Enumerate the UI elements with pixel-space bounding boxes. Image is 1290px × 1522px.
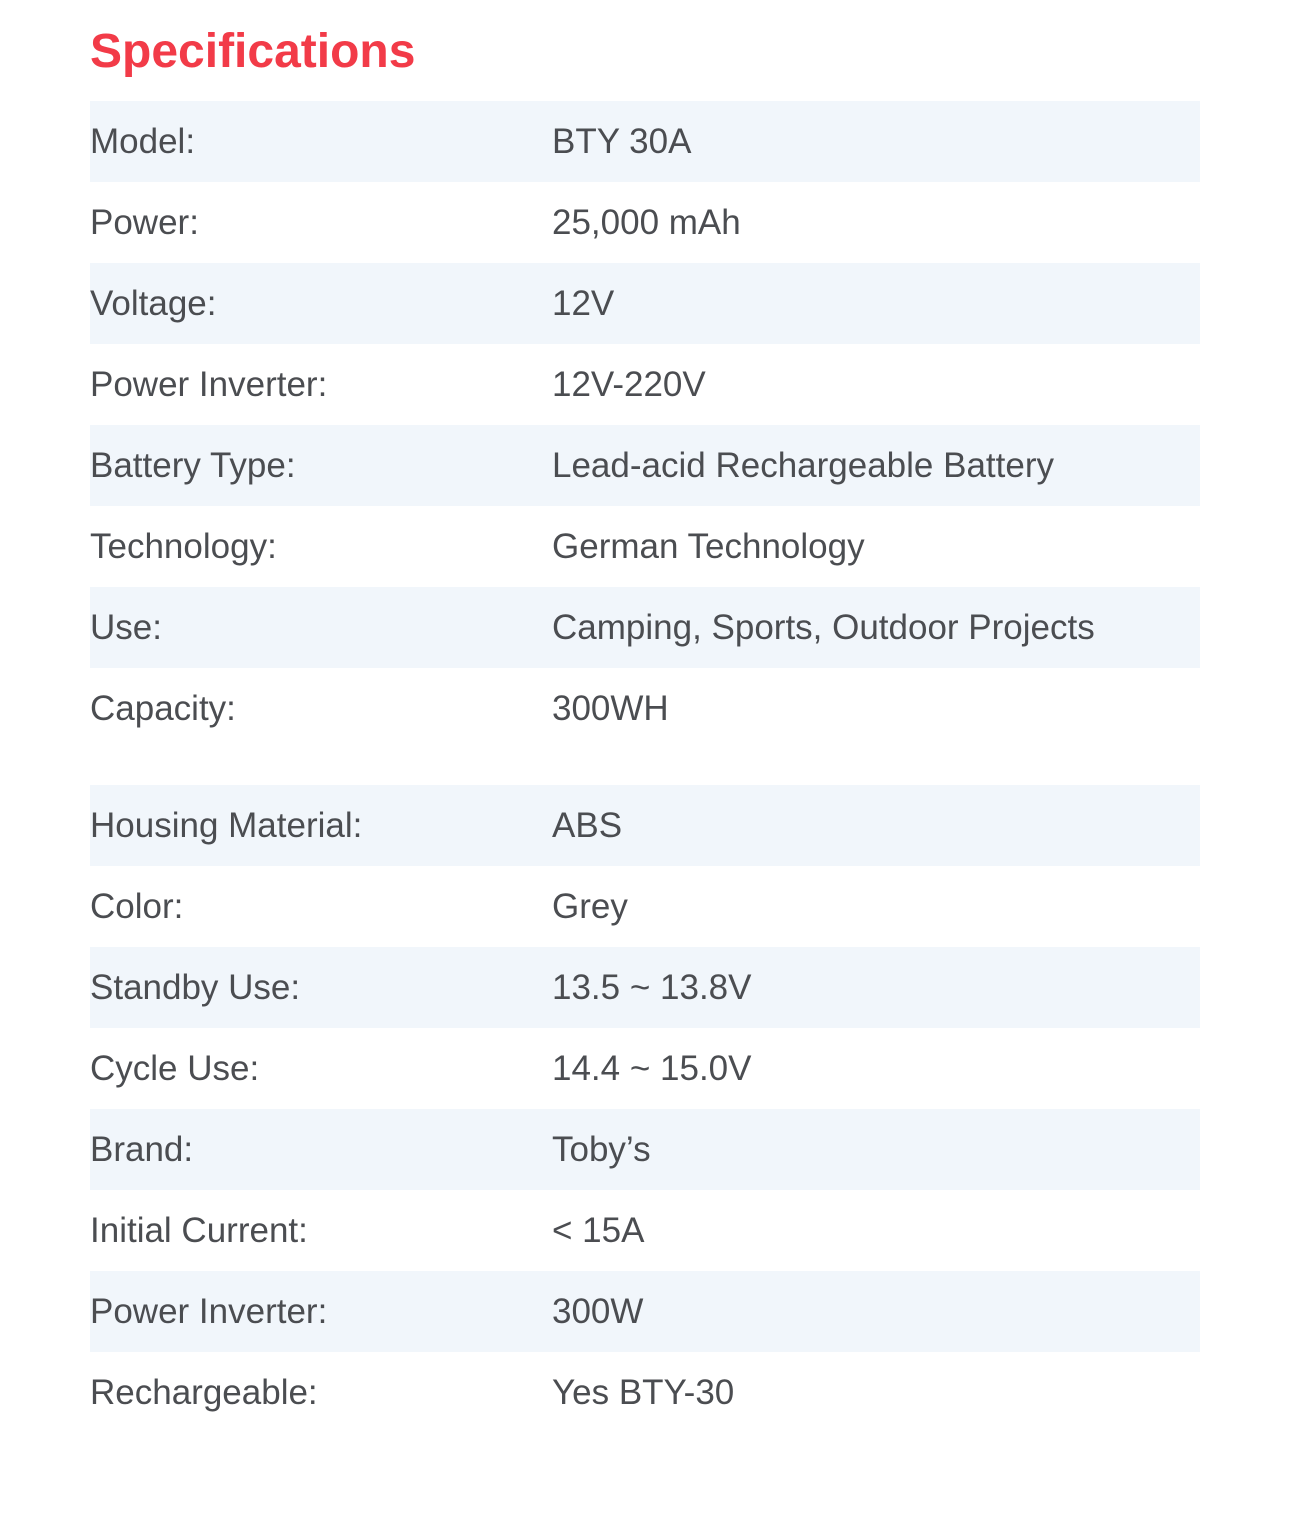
spec-label: Battery Type: [90,445,296,485]
table-row [90,101,1200,182]
spec-label: Model: [90,121,196,161]
spec-value: < 15A [552,1210,645,1250]
spec-table-secondary [90,785,1200,1433]
spec-label: Initial Current: [90,1210,308,1250]
spec-label: Cycle Use: [90,1048,260,1088]
spec-label: Voltage: [90,283,217,323]
spec-label: Use: [90,607,162,647]
spec-label: Rechargeable: [90,1372,318,1412]
table-row [90,587,1200,668]
spec-label: Power: [90,202,199,242]
spec-value: ABS [552,805,623,845]
table-row [90,506,1200,587]
table-row [90,425,1200,506]
spec-value: 12V [552,283,615,323]
table-row [90,263,1200,344]
spec-table-primary [90,101,1200,749]
spec-value: Grey [552,886,628,926]
table-row [90,1352,1200,1433]
spec-label: Capacity: [90,688,236,728]
table-row [90,1190,1200,1271]
table-row [90,182,1200,263]
spec-value: BTY 30A [552,121,692,161]
table-row [90,785,1200,866]
table-row [90,668,1200,749]
spec-label: Standby Use: [90,967,301,1007]
spec-value: 12V-220V [552,364,706,404]
spec-label: Brand: [90,1129,194,1169]
spec-value: 25,000 mAh [552,202,741,242]
page-title: Specifications [90,25,416,78]
table-row [90,866,1200,947]
spec-label: Technology: [90,526,277,566]
table-row [90,947,1200,1028]
table-row [90,1271,1200,1352]
spec-label: Color: [90,886,184,926]
spec-value: 13.5 ~ 13.8V [552,967,752,1007]
spec-label: Power Inverter: [90,1291,328,1331]
spec-value: German Technology [552,526,865,566]
spec-value: Yes BTY-30 [552,1372,735,1412]
table-row [90,344,1200,425]
spec-label: Power Inverter: [90,364,328,404]
spec-value: Toby’s [552,1129,651,1169]
table-row [90,1028,1200,1109]
spec-value: 300W [552,1291,644,1331]
spec-value: Lead-acid Rechargeable Battery [552,445,1054,485]
spec-label: Housing Material: [90,805,363,845]
spec-value: 300WH [552,688,669,728]
spec-value: Camping, Sports, Outdoor Projects [552,607,1095,647]
spec-value: 14.4 ~ 15.0V [552,1048,752,1088]
table-row [90,1109,1200,1190]
